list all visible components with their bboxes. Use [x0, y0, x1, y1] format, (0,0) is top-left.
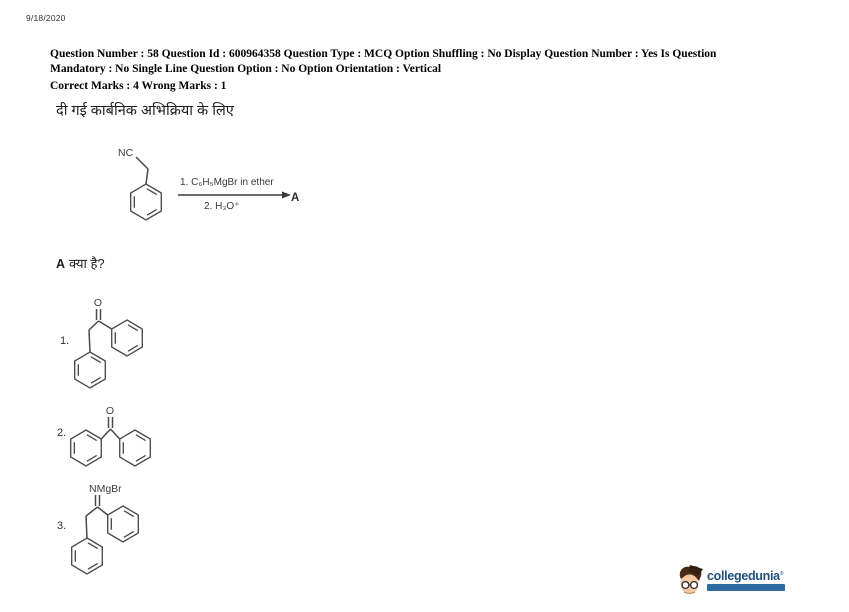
- reagent-step1-label: 1. C₆H₅MgBr in ether: [180, 177, 274, 188]
- question-prompt: [56, 254, 105, 272]
- brand-tagline: India's largest Student Review Platform: [708, 590, 779, 595]
- reaction-arrow: [178, 190, 292, 200]
- option-3-number: 3.: [57, 520, 67, 532]
- meta-line-1: Question Number : 58 Question Id : 600964358 Question Type : MCQ Option Shuffling : No Display Question Number : Yes Is Question: [50, 48, 717, 60]
- option-3-structure: [55, 478, 167, 583]
- product-label: A: [291, 192, 300, 204]
- option-1-number: 1.: [60, 335, 70, 347]
- collegedunia-mascot-icon: [676, 564, 704, 598]
- registered-mark: ®: [779, 571, 784, 577]
- brand-name: collegedunia: [707, 569, 780, 583]
- question-metadata: [50, 47, 770, 94]
- reaction-arrow-group: [178, 177, 292, 212]
- option-1-structure: [55, 290, 161, 400]
- logo-text-block: [707, 569, 785, 595]
- prompt-product-letter: A: [56, 257, 66, 271]
- option-2-oxygen-label: O: [105, 405, 115, 417]
- question-intro-text: दी गई कार्बनिक अभिक्रिया के लिए: [56, 103, 234, 119]
- meta-line-2: Mandatory : No Single Line Question Option : No Option Orientation : Vertical: [50, 63, 442, 75]
- brand-tagline-bar: [707, 584, 785, 595]
- meta-marks-line: Correct Marks : 4 Wrong Marks : 1: [50, 80, 227, 92]
- option-2-structure: [55, 398, 167, 483]
- option-3-nmgbr-label: NMgBr: [89, 483, 122, 495]
- option-1-oxygen-label: O: [93, 297, 103, 309]
- nitrile-label: NC: [118, 147, 134, 159]
- collegedunia-logo: [676, 564, 788, 598]
- reagent-step2-label: 2. H₃O⁺: [204, 201, 240, 212]
- prompt-hindi-text: क्या है?: [69, 256, 105, 271]
- option-2-number: 2.: [57, 427, 67, 439]
- print-date: 9/18/2020: [26, 13, 66, 23]
